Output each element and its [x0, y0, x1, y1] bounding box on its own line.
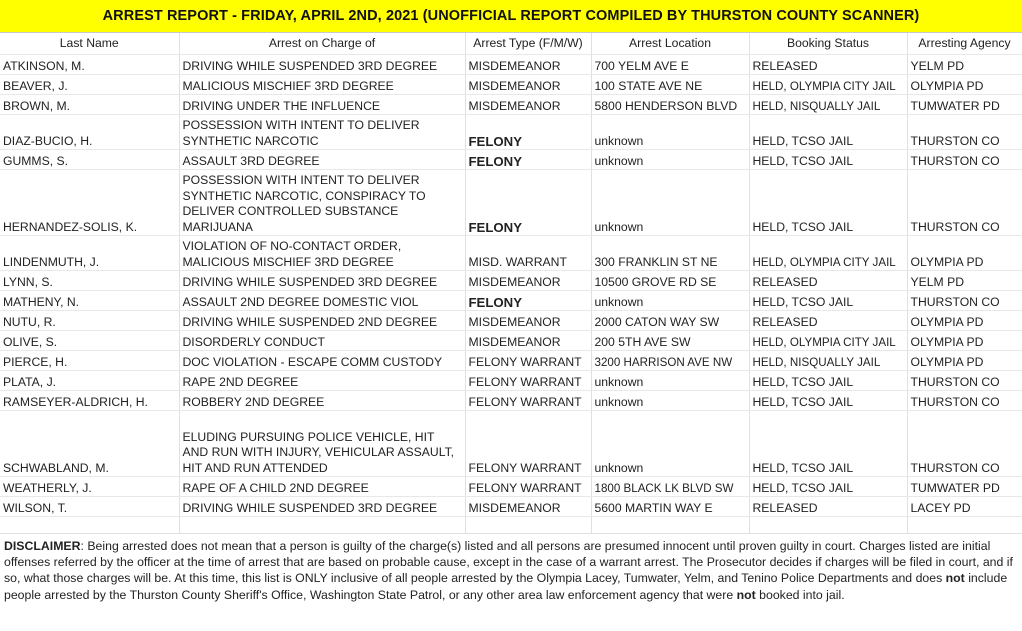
table-row: [0, 236, 1022, 271]
cell-booking-status: HELD, OLYMPIA CITY JAIL: [749, 75, 907, 95]
cell-last-name: WEATHERLY, J.: [0, 477, 179, 497]
table-row: [0, 351, 1022, 371]
disclaimer-not-2: not: [736, 587, 756, 602]
column-header-arrest-type: Arrest Type (F/M/W): [465, 33, 591, 55]
cell-agency: OLYMPIA PD: [907, 75, 1022, 95]
disclaimer-text-1: : Being arrested does not mean that a person is guilty of the charge(s) listed and all persons are presumed innocent until proven guilty in court. Charges listed are initial offenses referred by the officer at the time of arrest that are based on probable cause, except in the case of a warrant arrest. The Prosecutor decides if charges will be filed in court, and if so, what those charges will be. At this time, this list is ONLY inclusive of all people arrested by the Olympia Lacey, Tumwater, Yelm, and Tenino Police Departments and does: [4, 539, 1013, 586]
cell-arrest-type: FELONY WARRANT: [465, 371, 591, 391]
column-header-booking-status: Booking Status: [749, 33, 907, 55]
column-header-charge: Arrest on Charge of: [179, 33, 465, 55]
table-row: [0, 150, 1022, 170]
disclaimer-not-1: not: [945, 571, 965, 586]
disclaimer-text-3: booked into jail.: [755, 587, 845, 602]
cell-agency: TUMWATER PD: [907, 95, 1022, 115]
cell-last-name: WILSON, T.: [0, 497, 179, 517]
cell-booking-status: HELD, TCSO JAIL: [749, 115, 907, 150]
cell-last-name: LINDENMUTH, J.: [0, 236, 179, 271]
cell-last-name: DIAZ-BUCIO, H.: [0, 115, 179, 150]
cell-charge: DISORDERLY CONDUCT: [179, 331, 465, 351]
table-row: [0, 497, 1022, 517]
cell-location: unknown: [591, 170, 749, 236]
table-row: [0, 115, 1022, 150]
cell-charge: DRIVING WHILE SUSPENDED 2ND DEGREE: [179, 311, 465, 331]
cell-empty: [907, 517, 1022, 534]
cell-location: 10500 GROVE RD SE: [591, 271, 749, 291]
column-header-location: Arrest Location: [591, 33, 749, 55]
cell-agency: OLYMPIA PD: [907, 236, 1022, 271]
arrest-table: [0, 33, 1022, 534]
cell-location: unknown: [591, 150, 749, 170]
cell-booking-status: HELD, NISQUALLY JAIL: [749, 95, 907, 115]
disclaimer: [0, 533, 1022, 629]
cell-arrest-type: FELONY: [465, 291, 591, 311]
cell-agency: OLYMPIA PD: [907, 311, 1022, 331]
cell-agency: TUMWATER PD: [907, 477, 1022, 497]
cell-last-name: SCHWABLAND, M.: [0, 411, 179, 477]
table-row: [0, 331, 1022, 351]
table-row: [0, 271, 1022, 291]
cell-charge: POSSESSION WITH INTENT TO DELIVER SYNTHETIC NARCOTIC: [179, 115, 465, 150]
cell-agency: OLYMPIA PD: [907, 331, 1022, 351]
cell-arrest-type: MISD. WARRANT: [465, 236, 591, 271]
cell-booking-status: RELEASED: [749, 271, 907, 291]
report-title: ARREST REPORT - FRIDAY, APRIL 2ND, 2021 (UNOFFICIAL REPORT COMPILED BY THURSTON COUNTY SCANNER): [0, 0, 1022, 33]
cell-location: 5600 MARTIN WAY E: [591, 497, 749, 517]
table-row: [0, 95, 1022, 115]
cell-last-name: MATHENY, N.: [0, 291, 179, 311]
cell-arrest-type: FELONY WARRANT: [465, 411, 591, 477]
cell-booking-status: HELD, TCSO JAIL: [749, 170, 907, 236]
cell-empty: [179, 517, 465, 534]
cell-location: unknown: [591, 115, 749, 150]
cell-location: 700 YELM AVE E: [591, 55, 749, 75]
cell-booking-status: RELEASED: [749, 55, 907, 75]
cell-agency: THURSTON CO: [907, 150, 1022, 170]
cell-last-name: NUTU, R.: [0, 311, 179, 331]
table-row: [0, 170, 1022, 236]
cell-last-name: HERNANDEZ-SOLIS, K.: [0, 170, 179, 236]
cell-charge: VIOLATION OF NO-CONTACT ORDER, MALICIOUS MISCHIEF 3RD DEGREE: [179, 236, 465, 271]
cell-agency: OLYMPIA PD: [907, 351, 1022, 371]
cell-last-name: ATKINSON, M.: [0, 55, 179, 75]
cell-arrest-type: MISDEMEANOR: [465, 75, 591, 95]
table-row: [0, 411, 1022, 477]
cell-booking-status: RELEASED: [749, 497, 907, 517]
cell-location: 5800 HENDERSON BLVD: [591, 95, 749, 115]
cell-arrest-type: MISDEMEANOR: [465, 311, 591, 331]
cell-agency: THURSTON CO: [907, 411, 1022, 477]
cell-location: 300 FRANKLIN ST NE: [591, 236, 749, 271]
table-body: [0, 55, 1022, 534]
cell-booking-status: HELD, TCSO JAIL: [749, 291, 907, 311]
cell-arrest-type: MISDEMEANOR: [465, 271, 591, 291]
cell-charge: DRIVING WHILE SUSPENDED 3RD DEGREE: [179, 55, 465, 75]
cell-agency: THURSTON CO: [907, 170, 1022, 236]
cell-location: unknown: [591, 411, 749, 477]
cell-arrest-type: FELONY: [465, 150, 591, 170]
cell-charge: RAPE OF A CHILD 2ND DEGREE: [179, 477, 465, 497]
cell-last-name: LYNN, S.: [0, 271, 179, 291]
cell-arrest-type: MISDEMEANOR: [465, 95, 591, 115]
cell-location: 1800 BLACK LK BLVD SW: [591, 477, 749, 497]
cell-last-name: OLIVE, S.: [0, 331, 179, 351]
cell-location: unknown: [591, 391, 749, 411]
cell-agency: THURSTON CO: [907, 291, 1022, 311]
cell-arrest-type: FELONY: [465, 115, 591, 150]
cell-booking-status: HELD, TCSO JAIL: [749, 477, 907, 497]
cell-arrest-type: FELONY WARRANT: [465, 351, 591, 371]
cell-booking-status: HELD, TCSO JAIL: [749, 391, 907, 411]
cell-charge: ROBBERY 2ND DEGREE: [179, 391, 465, 411]
table-row: [0, 75, 1022, 95]
cell-empty: [591, 517, 749, 534]
table-row-empty: [0, 517, 1022, 534]
table-row: [0, 291, 1022, 311]
cell-location: 3200 HARRISON AVE NW: [591, 351, 749, 371]
cell-location: 200 5TH AVE SW: [591, 331, 749, 351]
cell-location: unknown: [591, 291, 749, 311]
cell-booking-status: HELD, NISQUALLY JAIL: [749, 351, 907, 371]
cell-location: 100 STATE AVE NE: [591, 75, 749, 95]
cell-arrest-type: FELONY WARRANT: [465, 477, 591, 497]
cell-charge: MALICIOUS MISCHIEF 3RD DEGREE: [179, 75, 465, 95]
table-row: [0, 391, 1022, 411]
cell-booking-status: RELEASED: [749, 311, 907, 331]
cell-booking-status: HELD, TCSO JAIL: [749, 371, 907, 391]
cell-location: 2000 CATON WAY SW: [591, 311, 749, 331]
table-row: [0, 311, 1022, 331]
table-row: [0, 477, 1022, 497]
cell-agency: THURSTON CO: [907, 391, 1022, 411]
cell-arrest-type: MISDEMEANOR: [465, 331, 591, 351]
cell-last-name: BROWN, M.: [0, 95, 179, 115]
cell-agency: YELM PD: [907, 55, 1022, 75]
column-header-last-name: Last Name: [0, 33, 179, 55]
cell-charge: DRIVING UNDER THE INFLUENCE: [179, 95, 465, 115]
cell-charge: ASSAULT 2ND DEGREE DOMESTIC VIOL: [179, 291, 465, 311]
cell-agency: THURSTON CO: [907, 115, 1022, 150]
cell-arrest-type: FELONY: [465, 170, 591, 236]
cell-empty: [0, 517, 179, 534]
cell-arrest-type: MISDEMEANOR: [465, 55, 591, 75]
cell-booking-status: HELD, OLYMPIA CITY JAIL: [749, 331, 907, 351]
cell-last-name: GUMMS, S.: [0, 150, 179, 170]
cell-agency: LACEY PD: [907, 497, 1022, 517]
cell-agency: YELM PD: [907, 271, 1022, 291]
cell-charge: POSSESSION WITH INTENT TO DELIVER SYNTHETIC NARCOTIC, CONSPIRACY TO DELIVER CONTROLLED SUBSTANCE MARIJUANA: [179, 170, 465, 236]
disclaimer-text-2: include people arrested by the Thurston County Sheriff's Office, Washington State Patrol, or any other area law enforcement agency that were: [4, 571, 1008, 602]
cell-booking-status: HELD, TCSO JAIL: [749, 150, 907, 170]
cell-last-name: RAMSEYER-ALDRICH, H.: [0, 391, 179, 411]
cell-last-name: PIERCE, H.: [0, 351, 179, 371]
cell-charge: DRIVING WHILE SUSPENDED 3RD DEGREE: [179, 497, 465, 517]
cell-charge: ELUDING PURSUING POLICE VEHICLE, HIT AND RUN WITH INJURY, VEHICULAR ASSAULT, HIT AND RUN ATTENDED: [179, 411, 465, 477]
cell-agency: THURSTON CO: [907, 371, 1022, 391]
cell-arrest-type: FELONY WARRANT: [465, 391, 591, 411]
cell-booking-status: HELD, OLYMPIA CITY JAIL: [749, 236, 907, 271]
cell-charge: DOC VIOLATION - ESCAPE COMM CUSTODY: [179, 351, 465, 371]
cell-charge: DRIVING WHILE SUSPENDED 3RD DEGREE: [179, 271, 465, 291]
cell-empty: [749, 517, 907, 534]
table-row: [0, 371, 1022, 391]
table-header-row: [0, 33, 1022, 55]
column-header-agency: Arresting Agency: [907, 33, 1022, 55]
cell-location: unknown: [591, 371, 749, 391]
cell-last-name: BEAVER, J.: [0, 75, 179, 95]
cell-last-name: PLATA, J.: [0, 371, 179, 391]
disclaimer-label: DISCLAIMER: [4, 539, 81, 553]
cell-charge: ASSAULT 3RD DEGREE: [179, 150, 465, 170]
cell-booking-status: HELD, TCSO JAIL: [749, 411, 907, 477]
cell-empty: [465, 517, 591, 534]
cell-arrest-type: MISDEMEANOR: [465, 497, 591, 517]
table-row: [0, 55, 1022, 75]
cell-charge: RAPE 2ND DEGREE: [179, 371, 465, 391]
